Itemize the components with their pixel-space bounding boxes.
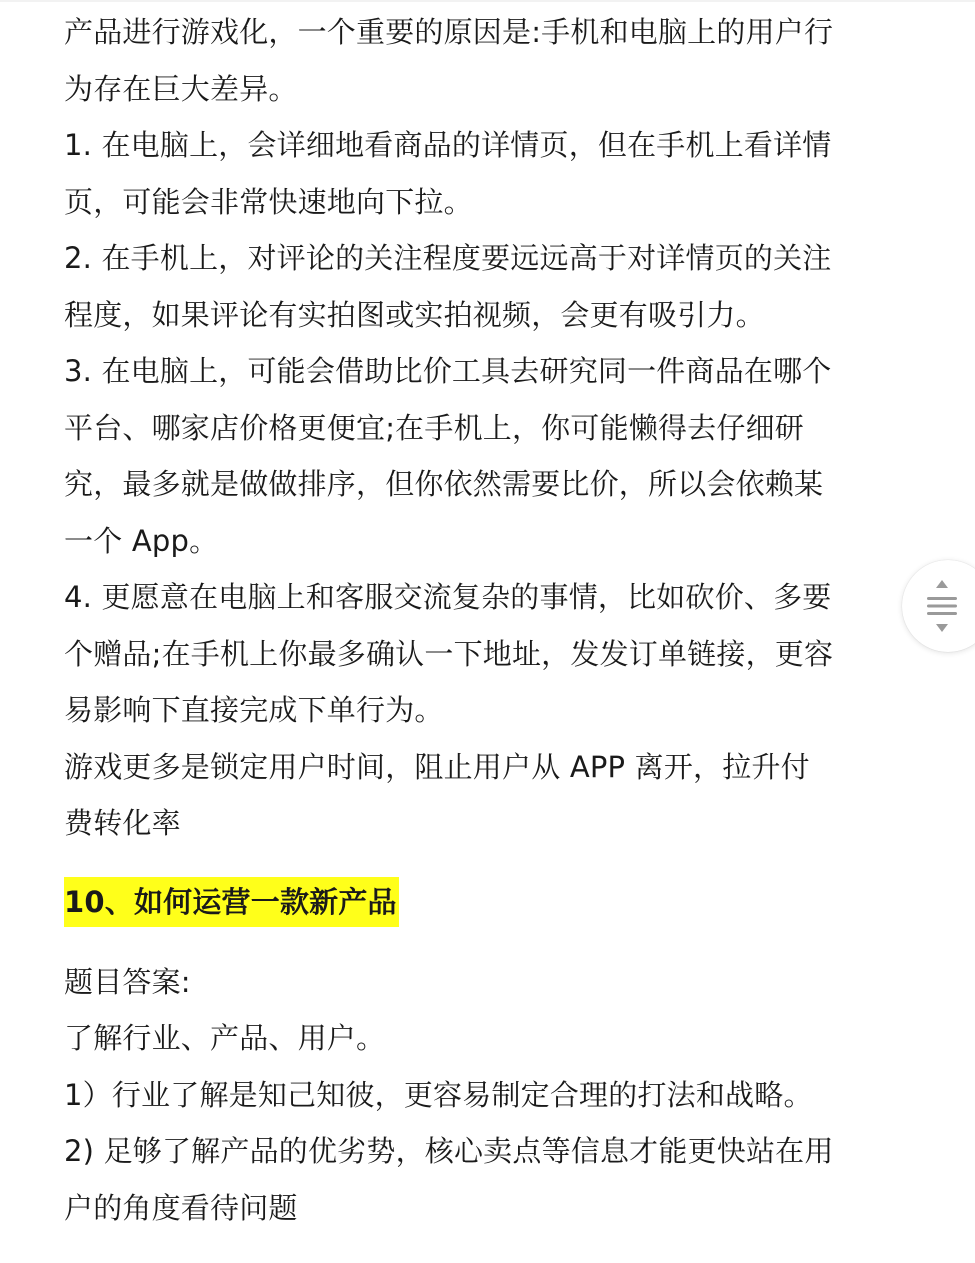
paragraph: 题目答案:: [64, 964, 191, 999]
paragraph: 了解行业、产品、用户。: [64, 1021, 386, 1055]
section-heading: 10、如何运营一款新产品: [64, 877, 399, 927]
list-item: 2. 在手机上，对评论的关注程度要远远高于对详情页的关注程度，如果评论有实拍图或实拍视频，会更有吸引力。: [64, 241, 832, 332]
list-item: 4. 更愿意在电脑上和客服交流复杂的事情，比如砍价、多要个赠品;在手机上你最多确认一下地址，发发订单链接，更容易影响下直接完成下单行为。: [64, 580, 834, 727]
scroll-drag-handle-icon: [924, 578, 960, 634]
paragraph: 产品进行游戏化，一个重要的原因是:手机和电脑上的用户行为存在巨大差异。: [64, 15, 834, 106]
section-heading-wrap: [64, 874, 834, 930]
article-content: [64, 4, 834, 1236]
list-item: 2) 足够了解产品的优劣势，核心卖点等信息才能更快站在用户的角度看待问题: [64, 1134, 834, 1225]
list-item: 1）行业了解是知己知彼，更容易制定合理的打法和战略。: [64, 1077, 813, 1112]
scroll-handle[interactable]: [902, 560, 975, 652]
top-divider: [0, 0, 975, 2]
list-item: 3. 在电脑上，可能会借助比价工具去研究同一件商品在哪个平台、哪家店价格更便宜;在手机上，你可能懒得去仔细研究，最多就是做做排序，但你依然需要比价，所以会依赖某一个 App。: [64, 354, 832, 558]
list-item: 1. 在电脑上，会详细地看商品的详情页，但在手机上看详情页，可能会非常快速地向下拉。: [64, 128, 832, 219]
paragraph: 游戏更多是锁定用户时间，阻止用户从 APP 离开，拉升付费转化率: [64, 749, 810, 840]
